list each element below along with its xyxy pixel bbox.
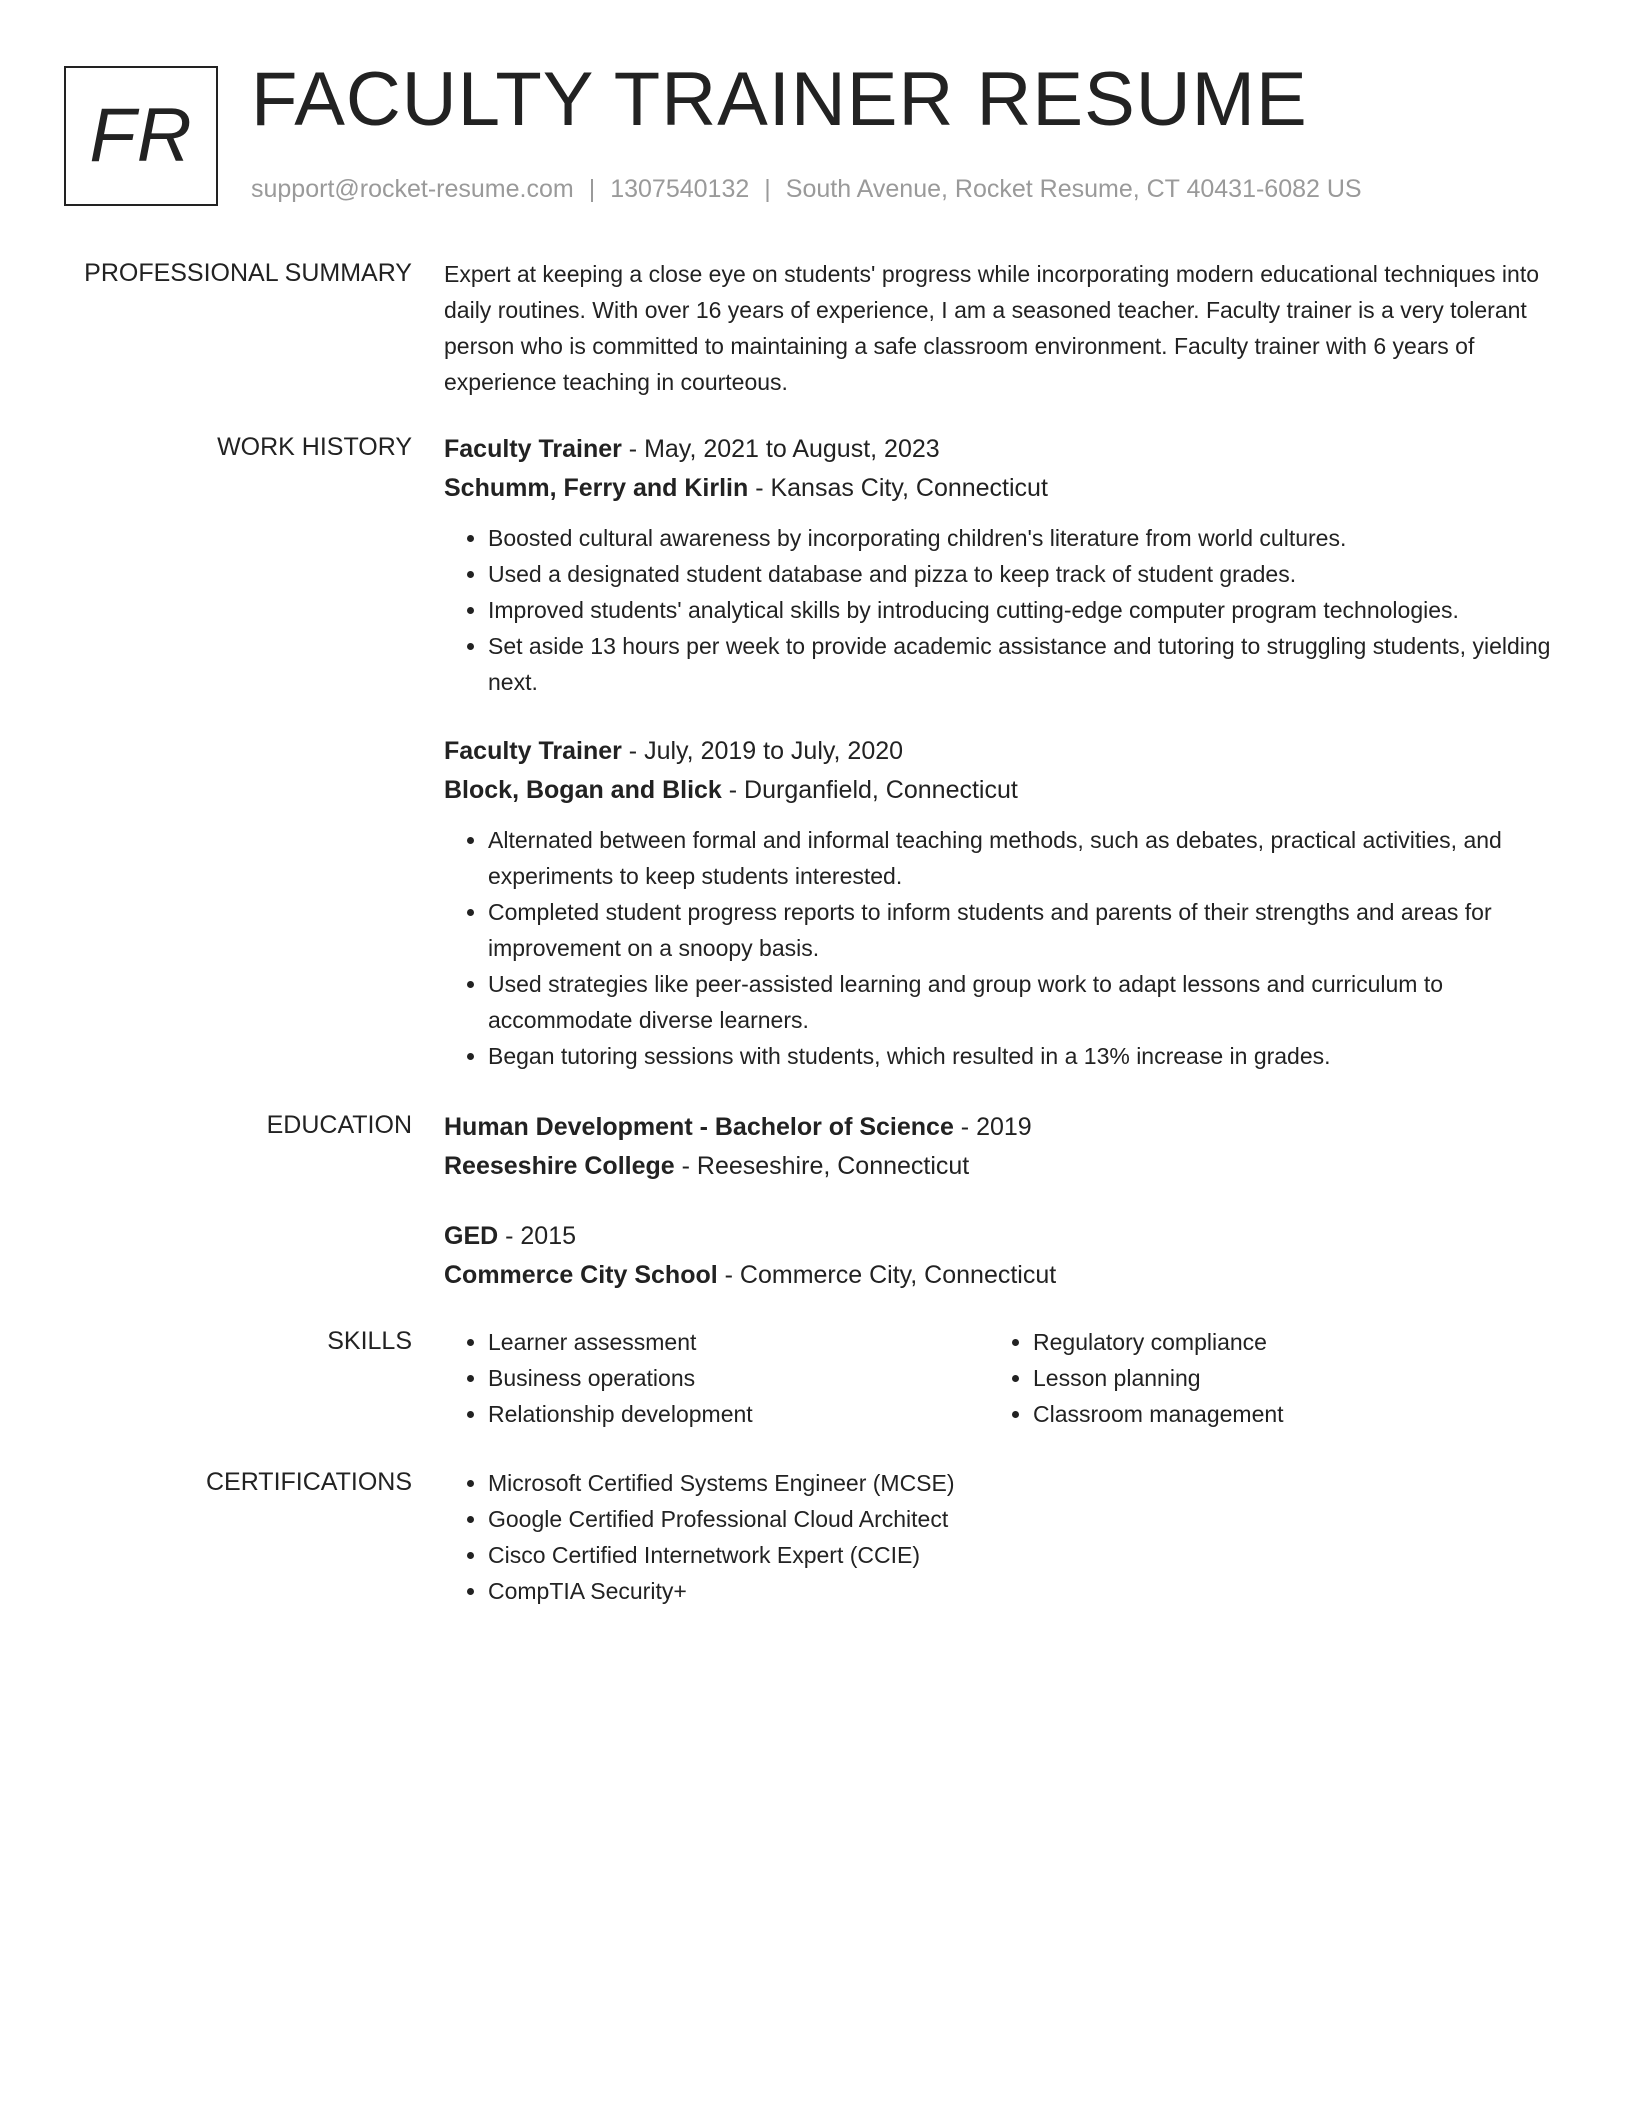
job-title-line <box>444 732 1554 771</box>
education-school: Commerce City School <box>444 1261 718 1289</box>
section-body <box>444 430 1554 1074</box>
education-school-line <box>444 1256 1554 1295</box>
job-bullet: • Boosted cultural awareness by incorporating children's literature from world cultures. <box>488 520 1554 556</box>
job-company: Block, Bogan and Blick <box>444 776 722 804</box>
certification-item: • CompTIA Security+ <box>488 1573 1554 1609</box>
skills-grid <box>444 1324 1554 1432</box>
education-year: - 2019 <box>953 1113 1032 1141</box>
certifications-list <box>444 1465 1554 1609</box>
job-bullets <box>444 520 1554 700</box>
education-school: Reeseshire College <box>444 1152 675 1180</box>
job-entry <box>444 430 1554 700</box>
skill-item: • Regulatory compliance <box>1033 1324 1534 1360</box>
contact-separator: | <box>588 175 596 203</box>
education-degree: GED <box>444 1222 499 1250</box>
education-location: - Reeseshire, Connecticut <box>674 1152 970 1180</box>
job-bullet: • Used strategies like peer-assisted learning and group work to adapt lessons and curriculum to accommodate diverse learners. <box>488 966 1554 1038</box>
certification-item: • Cisco Certified Internetwork Expert (CCIE) <box>488 1537 1554 1573</box>
job-title: Faculty Trainer <box>444 737 622 765</box>
job-entry <box>444 732 1554 1074</box>
job-company-line <box>444 771 1554 810</box>
certification-item: • Microsoft Certified Systems Engineer (MCSE) <box>488 1465 1554 1501</box>
job-bullet: • Used a designated student database and pizza to keep track of student grades. <box>488 556 1554 592</box>
summary-text: Expert at keeping a close eye on students' progress while incorporating modern educational techniques into daily routines. With over 16 years of experience, I am a seasoned teacher. Faculty trainer is a very tolerant person who is committed to maintaining a safe classroom environment. Faculty trainer with 6 years of experience teaching in courteous. <box>444 261 1540 395</box>
job-bullets <box>444 822 1554 1074</box>
contact-email: support@rocket-resume.com <box>251 175 574 203</box>
skills-column-left <box>444 1324 989 1432</box>
skill-item: • Classroom management <box>1033 1396 1534 1432</box>
job-bullet: • Improved students' analytical skills by introducing cutting-edge computer program technologies. <box>488 592 1554 628</box>
education-degree-line <box>444 1217 1554 1256</box>
certification-item: • Google Certified Professional Cloud Architect <box>488 1501 1554 1537</box>
education-entry <box>444 1108 1554 1186</box>
job-company-line <box>444 469 1554 508</box>
education-degree-line <box>444 1108 1554 1147</box>
section-label: WORK HISTORY <box>217 433 412 461</box>
job-bullet: • Completed student progress reports to inform students and parents of their strengths and areas for improvement on a snoopy basis. <box>488 894 1554 966</box>
section-label: EDUCATION <box>266 1111 412 1139</box>
job-dates: - May, 2021 to August, 2023 <box>621 435 940 463</box>
education-location: - Commerce City, Connecticut <box>717 1261 1057 1289</box>
resume-title: FACULTY TRAINER RESUME <box>251 57 1308 142</box>
education-school-line <box>444 1147 1554 1186</box>
monogram-initials: FR <box>89 93 193 178</box>
contact-separator: | <box>764 175 771 203</box>
section-body <box>444 1465 1554 1609</box>
education-year: - 2015 <box>498 1222 577 1250</box>
section-label: PROFESSIONAL SUMMARY <box>84 259 412 287</box>
skill-item: • Relationship development <box>488 1396 989 1432</box>
job-company: Schumm, Ferry and Kirlin <box>444 474 749 502</box>
skill-item: • Lesson planning <box>1033 1360 1534 1396</box>
job-bullet: • Alternated between formal and informal teaching methods, such as debates, practical activities, and experiments to keep students interested. <box>488 822 1554 894</box>
skill-item: • Learner assessment <box>488 1324 989 1360</box>
section-body <box>444 256 1554 400</box>
education-degree: Human Development - Bachelor of Science <box>444 1113 954 1141</box>
job-location: - Durganfield, Connecticut <box>721 776 1018 804</box>
job-title-line <box>444 430 1554 469</box>
section-body <box>444 1108 1554 1295</box>
job-bullet: • Began tutoring sessions with students, which resulted in a 13% increase in grades. <box>488 1038 1554 1074</box>
section-label: SKILLS <box>327 1327 412 1355</box>
monogram-badge <box>64 66 218 206</box>
contact-phone: 1307540132 <box>610 175 750 203</box>
job-location: - Kansas City, Connecticut <box>748 474 1048 502</box>
job-dates: - July, 2019 to July, 2020 <box>621 737 904 765</box>
skills-column-right <box>989 1324 1534 1432</box>
section-body <box>444 1324 1554 1432</box>
contact-line <box>251 174 1362 204</box>
contact-address: South Avenue, Rocket Resume, CT 40431-6082 US <box>785 175 1362 203</box>
section-label: CERTIFICATIONS <box>205 1468 412 1496</box>
job-title: Faculty Trainer <box>444 435 622 463</box>
job-bullet: • Set aside 13 hours per week to provide academic assistance and tutoring to struggling students, yielding next. <box>488 628 1554 700</box>
education-entry <box>444 1217 1554 1295</box>
skill-item: • Business operations <box>488 1360 989 1396</box>
